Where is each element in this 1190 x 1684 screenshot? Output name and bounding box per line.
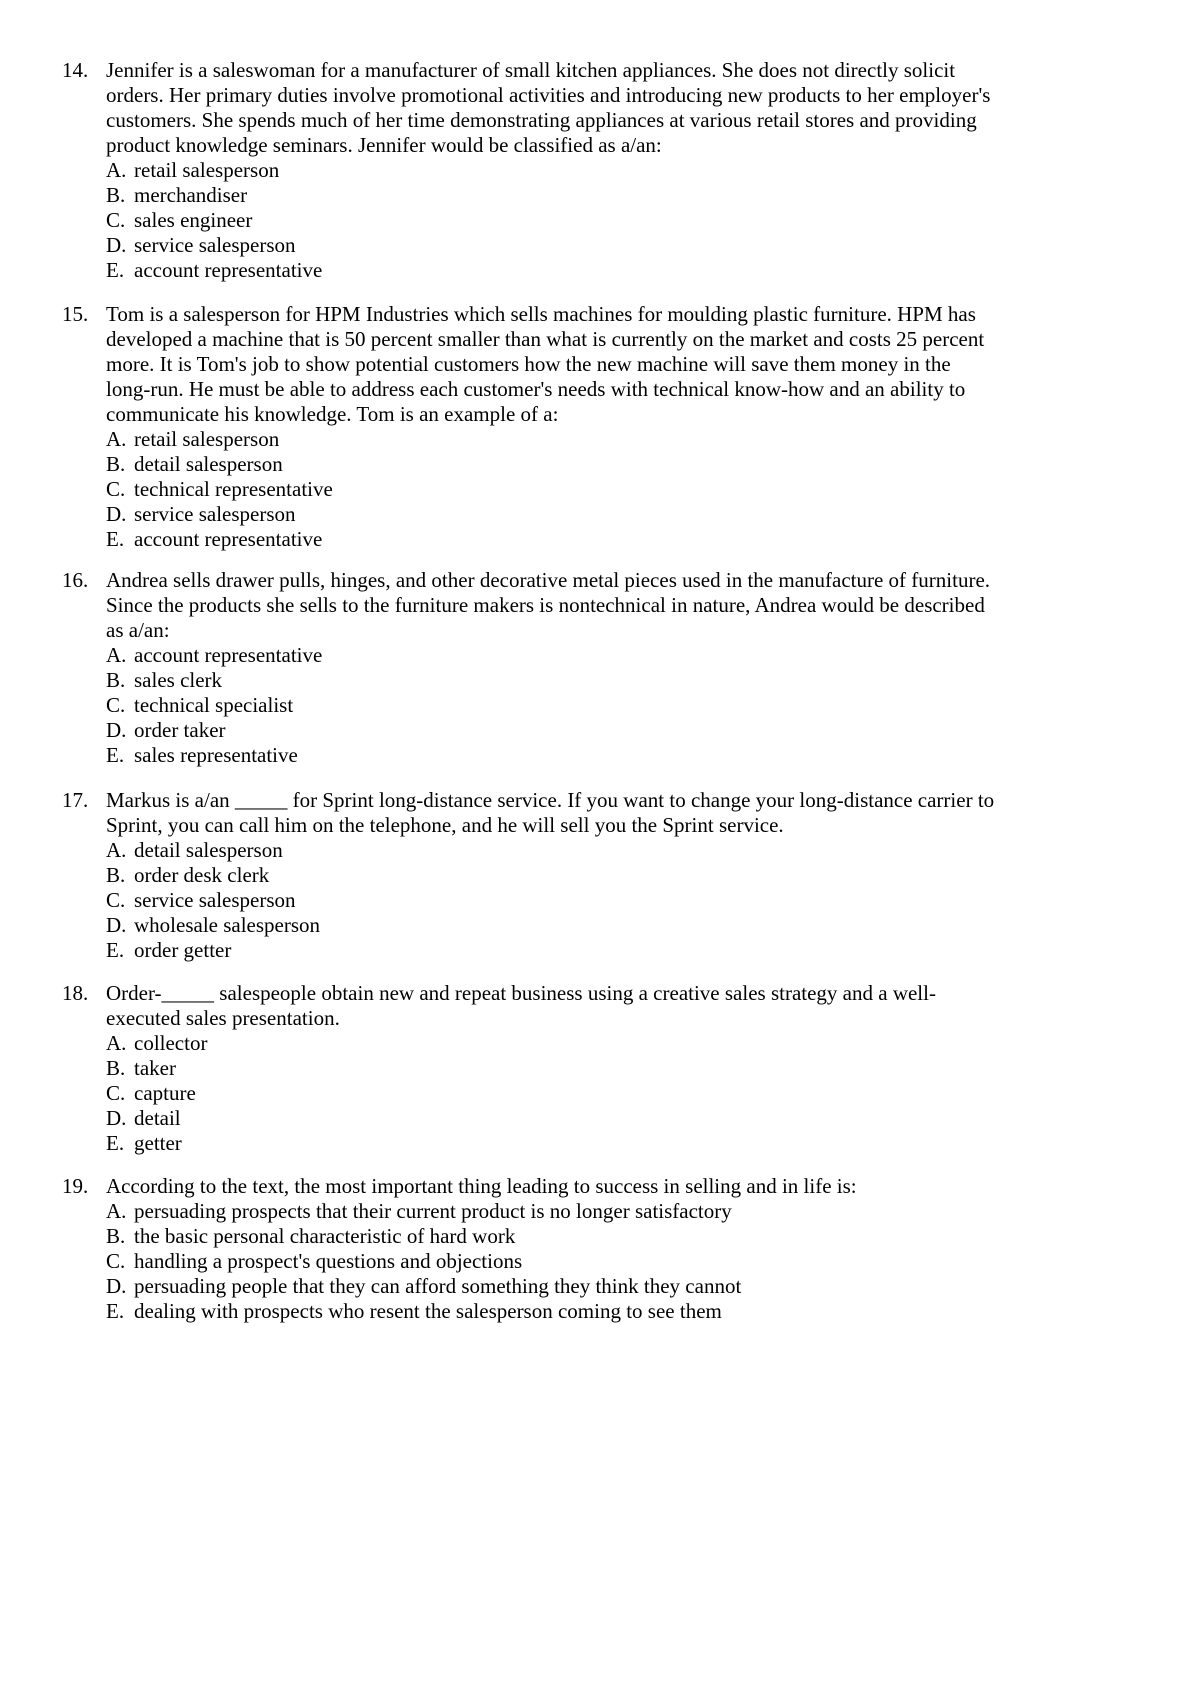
question-number: 18.: [62, 981, 89, 1005]
option-letter: D.: [106, 913, 127, 937]
answer-option: [106, 1081, 1142, 1106]
question-text-line: Since the products she sells to the furniture makers is nontechnical in nature, Andrea would be described: [106, 593, 985, 617]
answer-option: [106, 938, 1142, 963]
option-text: merchandiser: [134, 183, 248, 207]
option-text: retail salesperson: [134, 158, 280, 182]
answer-option: [106, 1199, 1142, 1224]
option-letter: D.: [106, 233, 127, 257]
question-text-line: executed sales presentation.: [106, 1006, 340, 1030]
answer-option: [106, 452, 1142, 477]
answer-option: [106, 693, 1142, 718]
answer-option: [106, 913, 1142, 938]
option-text: sales engineer: [134, 208, 253, 232]
answer-option: [106, 1299, 1142, 1324]
option-letter: B.: [106, 1224, 126, 1248]
answer-option: [106, 643, 1142, 668]
option-text: collector: [134, 1031, 208, 1055]
option-letter: A.: [106, 1199, 127, 1223]
option-letter: A.: [106, 838, 127, 862]
option-letter: C.: [106, 888, 126, 912]
option-text: account representative: [134, 643, 323, 667]
answer-option: [106, 183, 1142, 208]
answer-option: [106, 527, 1142, 552]
answer-option: [106, 502, 1142, 527]
option-letter: A.: [106, 643, 127, 667]
question-text-line: communicate his knowledge. Tom is an example of a:: [106, 402, 559, 426]
answer-option: [106, 1274, 1142, 1299]
option-letter: D.: [106, 1106, 127, 1130]
option-letter: B.: [106, 1056, 126, 1080]
option-text: detail: [134, 1106, 181, 1130]
option-letter: C.: [106, 693, 126, 717]
option-letter: E.: [106, 743, 125, 767]
option-text: retail salesperson: [134, 427, 280, 451]
option-letter: E.: [106, 1299, 125, 1323]
option-text: service salesperson: [134, 888, 296, 912]
answer-option: [106, 208, 1142, 233]
option-text: technical specialist: [134, 693, 294, 717]
option-letter: C.: [106, 208, 126, 232]
question-text-line: Sprint, you can call him on the telephone, and he will sell you the Sprint service.: [106, 813, 784, 837]
answer-option: [106, 1131, 1142, 1156]
option-text: persuading prospects that their current product is no longer satisfactory: [134, 1199, 732, 1223]
option-letter: D.: [106, 718, 127, 742]
option-text: taker: [134, 1056, 176, 1080]
question-text-line: customers. She spends much of her time demonstrating appliances at various retail stores and providing: [106, 108, 977, 132]
answer-option: [106, 888, 1142, 913]
question-15: [62, 302, 1142, 552]
option-letter: E.: [106, 1131, 125, 1155]
answer-option: [106, 718, 1142, 743]
question-number: 19.: [62, 1174, 89, 1198]
option-text: technical representative: [134, 477, 333, 501]
option-text: detail salesperson: [134, 452, 283, 476]
option-text: wholesale salesperson: [134, 913, 321, 937]
option-letter: A.: [106, 427, 127, 451]
answer-option: [106, 1249, 1142, 1274]
question-text-line: product knowledge seminars. Jennifer would be classified as a/an:: [106, 133, 662, 157]
option-letter: E.: [106, 258, 125, 282]
answer-option: [106, 668, 1142, 693]
question-16: [62, 568, 1142, 768]
option-text: capture: [134, 1081, 196, 1105]
option-letter: C.: [106, 1081, 126, 1105]
option-letter: E.: [106, 938, 125, 962]
answer-option: [106, 477, 1142, 502]
option-text: account representative: [134, 258, 323, 282]
answer-option: [106, 258, 1142, 283]
option-text: the basic personal characteristic of hard work: [134, 1224, 516, 1248]
option-letter: B.: [106, 452, 126, 476]
question-number: 15.: [62, 302, 89, 326]
question-text-line: According to the text, the most important thing leading to success in selling and in life is:: [106, 1174, 857, 1198]
option-letter: D.: [106, 1274, 127, 1298]
option-text: detail salesperson: [134, 838, 283, 862]
question-text-line: Markus is a/an _____ for Sprint long-distance service. If you want to change your long-distance carrier to: [106, 788, 995, 812]
option-text: service salesperson: [134, 233, 296, 257]
question-text-line: as a/an:: [106, 618, 170, 642]
question-text-line: Tom is a salesperson for HPM Industries which sells machines for moulding plastic furniture. HPM has: [106, 302, 976, 326]
question-text-line: long-run. He must be able to address each customer's needs with technical know-how and an ability to: [106, 377, 966, 401]
answer-option: [106, 233, 1142, 258]
question-number: 14.: [62, 58, 89, 82]
question-14: [62, 58, 1142, 283]
question-19: [62, 1174, 1142, 1324]
answer-option: [106, 1106, 1142, 1131]
question-number: 16.: [62, 568, 89, 592]
option-text: order desk clerk: [134, 863, 270, 887]
option-text: order getter: [134, 938, 232, 962]
question-text-line: orders. Her primary duties involve promotional activities and introducing new products to her employer's: [106, 83, 991, 107]
option-text: handling a prospect's questions and objections: [134, 1249, 523, 1273]
question-text-line: developed a machine that is 50 percent smaller than what is currently on the market and costs 25 percent: [106, 327, 985, 351]
question-number: 17.: [62, 788, 89, 812]
option-text: dealing with prospects who resent the salesperson coming to see them: [134, 1299, 722, 1323]
question-18: [62, 981, 1142, 1156]
answer-option: [106, 1224, 1142, 1249]
question-text-line: Order-_____ salespeople obtain new and repeat business using a creative sales strategy and a well-: [106, 981, 936, 1005]
question-text-line: Jennifer is a saleswoman for a manufacturer of small kitchen appliances. She does not directly solicit: [106, 58, 956, 82]
answer-option: [106, 427, 1142, 452]
question-17: [62, 788, 1142, 963]
question-text-line: more. It is Tom's job to show potential customers how the new machine will save them money in the: [106, 352, 951, 376]
option-text: getter: [134, 1131, 182, 1155]
option-text: sales representative: [134, 743, 298, 767]
option-letter: B.: [106, 183, 126, 207]
option-letter: A.: [106, 158, 127, 182]
question-text-line: Andrea sells drawer pulls, hinges, and other decorative metal pieces used in the manufacture of furniture.: [106, 568, 991, 592]
option-text: service salesperson: [134, 502, 296, 526]
option-letter: A.: [106, 1031, 127, 1055]
option-text: account representative: [134, 527, 323, 551]
option-letter: B.: [106, 668, 126, 692]
option-letter: B.: [106, 863, 126, 887]
option-letter: C.: [106, 477, 126, 501]
option-text: sales clerk: [134, 668, 223, 692]
answer-option: [106, 863, 1142, 888]
answer-option: [106, 1031, 1142, 1056]
answer-option: [106, 743, 1142, 768]
answer-option: [106, 1056, 1142, 1081]
answer-option: [106, 838, 1142, 863]
option-letter: C.: [106, 1249, 126, 1273]
option-letter: E.: [106, 527, 125, 551]
option-text: order taker: [134, 718, 226, 742]
option-letter: D.: [106, 502, 127, 526]
answer-option: [106, 158, 1142, 183]
option-text: persuading people that they can afford something they think they cannot: [134, 1274, 742, 1298]
